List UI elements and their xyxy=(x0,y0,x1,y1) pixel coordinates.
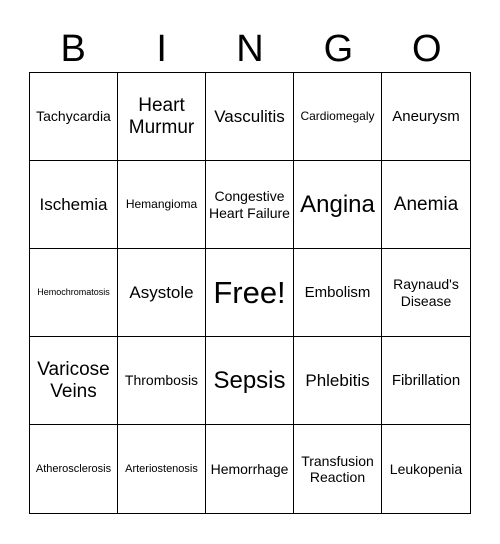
bingo-cell[interactable]: Hemorrhage xyxy=(206,425,294,513)
bingo-board xyxy=(29,72,471,514)
bingo-cell[interactable]: Tachycardia xyxy=(30,73,118,161)
bingo-cell[interactable]: Fibrillation xyxy=(382,337,470,425)
bingo-cell[interactable]: Aneurysm xyxy=(382,73,470,161)
bingo-cell[interactable]: Cardiomegaly xyxy=(294,73,382,161)
bingo-cell[interactable]: Asystole xyxy=(118,249,206,337)
bingo-cell[interactable]: Anemia xyxy=(382,161,470,249)
bingo-cell[interactable]: Transfusion Reaction xyxy=(294,425,382,513)
bingo-cell[interactable]: Raynaud's Disease xyxy=(382,249,470,337)
bingo-cell[interactable]: Leukopenia xyxy=(389,460,463,477)
header-letter-g: G xyxy=(323,28,354,70)
bingo-cell[interactable]: Arteriostenosis xyxy=(118,425,206,513)
header-letter-o: O xyxy=(412,28,442,70)
bingo-cell[interactable]: Vasculitis xyxy=(206,73,294,161)
bingo-cell[interactable]: Embolism xyxy=(294,249,382,337)
bingo-cell[interactable]: Hemangioma xyxy=(118,161,206,249)
bingo-cell[interactable]: Ischemia xyxy=(30,161,118,249)
bingo-cell[interactable]: Angina xyxy=(294,161,382,249)
header-letter-n: N xyxy=(236,28,264,70)
header-letter-b: B xyxy=(60,28,86,70)
free-space-cell[interactable]: Free! xyxy=(206,249,294,337)
bingo-cell[interactable]: Heart Murmur xyxy=(118,73,206,161)
bingo-cell[interactable]: Atherosclerosis xyxy=(30,425,118,513)
bingo-header xyxy=(29,26,471,72)
bingo-cell[interactable]: Thrombosis xyxy=(118,337,206,425)
bingo-cell[interactable]: Hemochromatosis xyxy=(30,249,118,337)
bingo-cell[interactable]: Congestive Heart Failure xyxy=(206,161,294,249)
bingo-cell[interactable]: Sepsis xyxy=(206,337,294,425)
bingo-cell[interactable]: Varicose Veins xyxy=(30,337,118,425)
header-letter-i: I xyxy=(156,28,167,70)
bingo-cell[interactable]: Phlebitis xyxy=(294,337,382,425)
